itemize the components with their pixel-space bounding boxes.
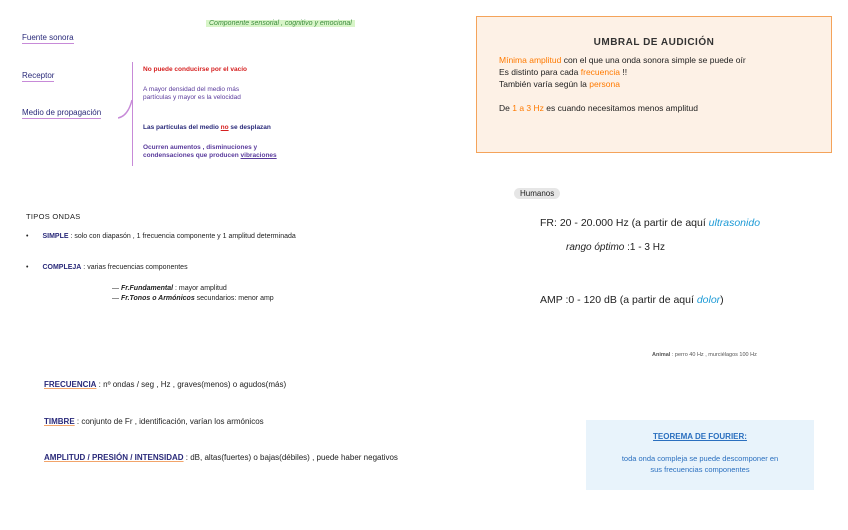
fourier-title: TEOREMA DE FOURIER: — [653, 432, 747, 441]
umbral-title: UMBRAL DE AUDICIÓN — [593, 37, 715, 48]
component-highlight: Componente sensorial , cognitivo y emocional — [206, 12, 355, 30]
label-receptor: Receptor — [22, 71, 55, 80]
umbral-text: Mínima amplitud con el que una onda sonora simple se puede oír Es distinto para cada frecuencia !! También varía según la persona De 1 a 3 Hz es cuando necesitamos menos amplitud — [499, 55, 746, 113]
label-fuente-sonora: Fuente sonora — [22, 33, 74, 42]
tipos-heading: TIPOS ONDAS — [26, 212, 81, 221]
tipo-simple: • SIMPLE : solo con diapasón , 1 frecuencia componente y 1 amplitud determinada — [26, 233, 296, 240]
humanos-badge: Humanos — [514, 188, 560, 199]
prop-amplitud: AMPLITUD / PRESIÓN / INTENSIDAD : dB, altas(fuertes) o bajas(débiles) , puede haber negativos — [44, 453, 398, 462]
fourier-box — [586, 420, 814, 490]
tipo-compleja: • COMPLEJA : varias frecuencias componentes — [26, 264, 188, 271]
umbral-box — [476, 16, 832, 153]
prop-frecuencia: FRECUENCIA : nº ondas / seg , Hz , graves(menos) o agudos(más) — [44, 380, 287, 389]
fourier-text: toda onda compleja se puede descomponer en sus frecuencias componentes — [621, 454, 779, 474]
animal-note: Animal : perro 40 Hz , murciélagos 100 Hz — [652, 352, 757, 358]
note-vacio: No puede conducirse por el vacío — [143, 66, 248, 73]
humanos-amp: AMP :0 - 120 dB (a partir de aquí dolor) — [540, 294, 724, 306]
humanos-rango: rango óptimo :1 - 3 Hz — [566, 242, 665, 253]
label-medio-propagacion: Medio de propagación — [22, 108, 102, 117]
humanos-fr: FR: 20 - 20.000 Hz (a partir de aquí ultrasonido — [540, 217, 761, 229]
brace-connector — [118, 98, 134, 120]
note-particulas: Las partículas del medio no se desplazan — [143, 124, 271, 131]
note-ocurren: Ocurren aumentos , disminuciones y condensaciones que producen vibraciones — [143, 144, 277, 159]
prop-timbre: TIMBRE : conjunto de Fr , identificación, varían los armónicos — [44, 417, 264, 426]
note-densidad: A mayor densidad del medio más partículas y mayor es la velocidad — [143, 86, 241, 101]
compleja-sub: — Fr.Fundamental : mayor amplitud — Fr.Tonos o Armónicos secundarios: menor amp — [112, 285, 274, 302]
